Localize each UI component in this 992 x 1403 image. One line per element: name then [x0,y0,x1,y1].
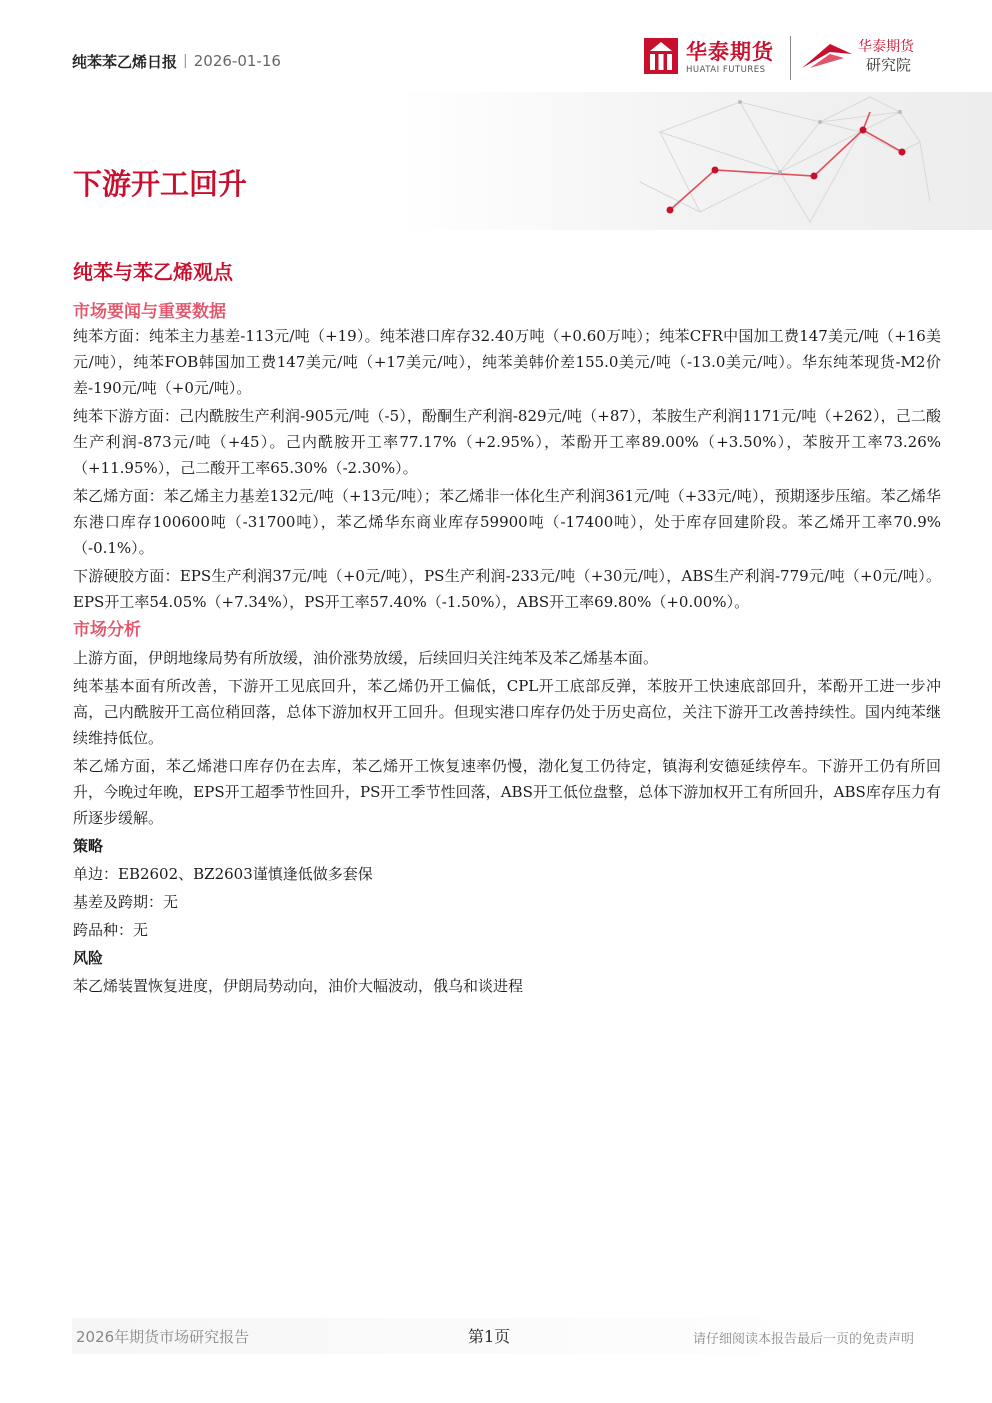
news-benzene-downstream: 纯苯下游方面：己内酰胺生产利润-905元/吨（-5），酚酮生产利润-829元/吨（+87），苯胺生产利润1171元/吨（+262），己二酸生产利润-873元/吨（+45）。己内酰胺开工率77.17%（+2.95%），苯酚开工率89.00%（+3.50%），苯胺开工率73.26%（+11.95%），己二酸开工率65.30%（-2.30%）。 [73,407,941,477]
analysis-upstream: 上游方面，伊朗地缘局势有所放缓，油价涨势放缓，后续回归关注纯苯及苯乙烯基本面。 [73,649,659,667]
logo-text-cn: 华泰期货 [686,40,774,64]
news-hard-plastics: 下游硬胶方面：EPS生产利润37元/吨（+0元/吨），PS生产利润-233元/吨（+30元/吨），ABS生产利润-779元/吨（+0元/吨）。EPS开工率54.05%（+7.34%），PS开工率57.40%（-1.50%），ABS开工率69.80%（+0.00%）。 [73,567,941,611]
strategy-unilateral: 单边：EB2602、BZ2603谨慎逢低做多套保 [73,865,373,883]
research-institute-name: 华泰期货 [858,39,914,55]
footer-disclaimer-note: 请仔细阅读本报告最后一页的免责声明 [692,1332,914,1347]
huatai-logo-icon [644,38,678,74]
footer-report-series: 2026年期货市场研究报告 [76,1328,250,1346]
analysis-styrene: 苯乙烯方面，苯乙烯港口库存仍在去库，苯乙烯开工恢复速率仍慢，渤化复工仍待定，镇海利安德延续停车。下游开工仍有所回升，今晚过年晚，EPS开工超季节性回升，PS开工季节性回落，ABS开工低位盘整，总体下游加权开工有所回升，ABS库存压力有所逐步缓解。 [73,757,941,827]
subsection-title: 市场要闻与重要数据 [73,302,226,322]
page-footer [72,1318,920,1354]
logo-divider [790,36,791,80]
strategy-basis-spread: 基差及跨期：无 [73,893,179,911]
research-institute-suffix: 研究院 [866,56,912,74]
page-number: 第1页 [468,1327,511,1346]
header-separator: | [183,53,188,69]
report-name: 纯苯苯乙烯日报 [72,52,178,71]
network-graphic-icon [600,92,930,230]
report-body [73,323,941,1001]
news-benzene: 纯苯方面：纯苯主力基差-113元/吨（+19）。纯苯港口库存32.40万吨（+0.60万吨）；纯苯CFR中国加工费147美元/吨（+16美元/吨），纯苯FOB韩国加工费147美元/吨（+17美元/吨），纯苯美韩价差155.0美元/吨（-13.0美元/吨）。华东纯苯现货-M2价差-190元/吨（+0元/吨）。 [73,327,941,397]
news-styrene: 苯乙烯方面：苯乙烯主力基差132元/吨（+13元/吨）；苯乙烯非一体化生产利润361元/吨（+33元/吨），预期逐步压缩。苯乙烯华东港口库存100600吨（-31700吨），苯乙烯华东商业库存59900吨（-17400吨），处于库存回建阶段。苯乙烯开工率70.9%（-0.1%）。 [73,487,941,557]
logo-text-en: HUATAI FUTURES [686,65,766,75]
analysis-benzene: 纯苯基本面有所改善，下游开工见底回升，苯乙烯仍开工偏低，CPL开工底部反弹，苯胺开工快速底部回升，苯酚开工进一步冲高，己内酰胺开工高位稍回落，总体下游加权开工回升。但现实港口库存仍处于历史高位，关注下游开工改善持续性。国内纯苯继续维持低位。 [73,677,941,747]
strategy-cross-product: 跨品种：无 [73,921,149,939]
strategy-heading: 策略 [73,837,104,855]
research-institute-logo-icon [800,38,854,72]
risk-text: 苯乙烯装置恢复进度，伊朗局势动向，油价大幅波动，俄乌和谈进程 [73,977,524,995]
page-title: 下游开工回升 [73,167,248,201]
report-date: 2026-01-16 [193,52,281,70]
section-title: 纯苯与苯乙烯观点 [73,260,233,284]
analysis-heading: 市场分析 [73,620,141,640]
company-logo [644,34,934,82]
risk-heading: 风险 [73,949,104,967]
